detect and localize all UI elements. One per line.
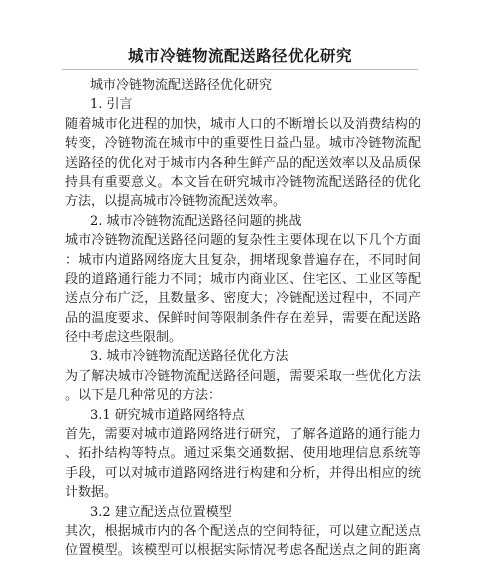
section-heading: 3. 城市冷链物流配送路径优化方法: [90, 349, 289, 365]
section-heading: 2. 城市冷链物流配送路径问题的挑战: [90, 213, 302, 229]
document-body: [65, 76, 421, 561]
paragraph-line: 计数据。: [65, 485, 118, 501]
paragraph-line: ：城市内道路网络庞大且复杂，拥堵现象普遍存在，不同时间: [65, 252, 421, 268]
paragraph-line: 城市冷链物流配送路径问题的复杂性主要体现在以下几个方面: [65, 233, 421, 249]
paragraph-line: 首先，需要对城市道路网络进行研究，了解各道路的通行能力: [65, 427, 421, 443]
paragraph-line: 方法，以提高城市冷链物流配送效率。: [65, 194, 287, 210]
paragraph-line: 、拓扑结构等特点。通过采集交通数据、使用地理信息系统等: [65, 446, 421, 462]
paragraph-line: 随着城市化进程的加快，城市人口的不断增长以及消费结构的: [65, 116, 421, 132]
paragraph-line: 径中考虑这些限制。: [65, 330, 183, 346]
paragraph-line: 段的道路通行能力不同；城市内商业区、住宅区、工业区等配: [65, 271, 421, 287]
paragraph-line: 。以下是几种常见的方法：: [65, 388, 222, 404]
paragraph-line: 其次，根据城市内的各个配送点的空间特征，可以建立配送点: [65, 523, 421, 539]
title-divider: [62, 69, 418, 70]
paragraph-line: 品的温度要求、保鲜时间等限制条件存在差异，需要在配送路: [65, 310, 421, 326]
document-title: 城市冷链物流配送路径优化研究: [127, 46, 352, 65]
paragraph-line: 手段，可以对城市道路网络进行构建和分析，并得出相应的统: [65, 465, 421, 481]
paragraph-line: 位置模型。该模型可以根据实际情况考虑各配送点之间的距离: [65, 543, 421, 559]
paragraph-line: 持具有重要意义。本文旨在研究城市冷链物流配送路径的优化: [65, 174, 421, 190]
section-heading: 1. 引言: [90, 97, 133, 113]
paragraph-line: 送路径的优化对于城市内各种生鲜产品的配送效率以及品质保: [65, 155, 421, 171]
section-heading: 3.2 建立配送点位置模型: [90, 504, 232, 520]
paragraph-line: 送点分布广泛，且数量多、密度大；冷链配送过程中，不同产: [65, 291, 421, 307]
paragraph-line: 为了解决城市冷链物流配送路径问题，需要采取一些优化方法: [65, 368, 421, 384]
section-heading: 城市冷链物流配送路径优化研究: [90, 78, 273, 93]
paragraph-line: 转变，冷链物流在城市中的重要性日益凸显。城市冷链物流配: [65, 136, 421, 152]
section-heading: 3.1 研究城市道路网络特点: [90, 407, 245, 423]
